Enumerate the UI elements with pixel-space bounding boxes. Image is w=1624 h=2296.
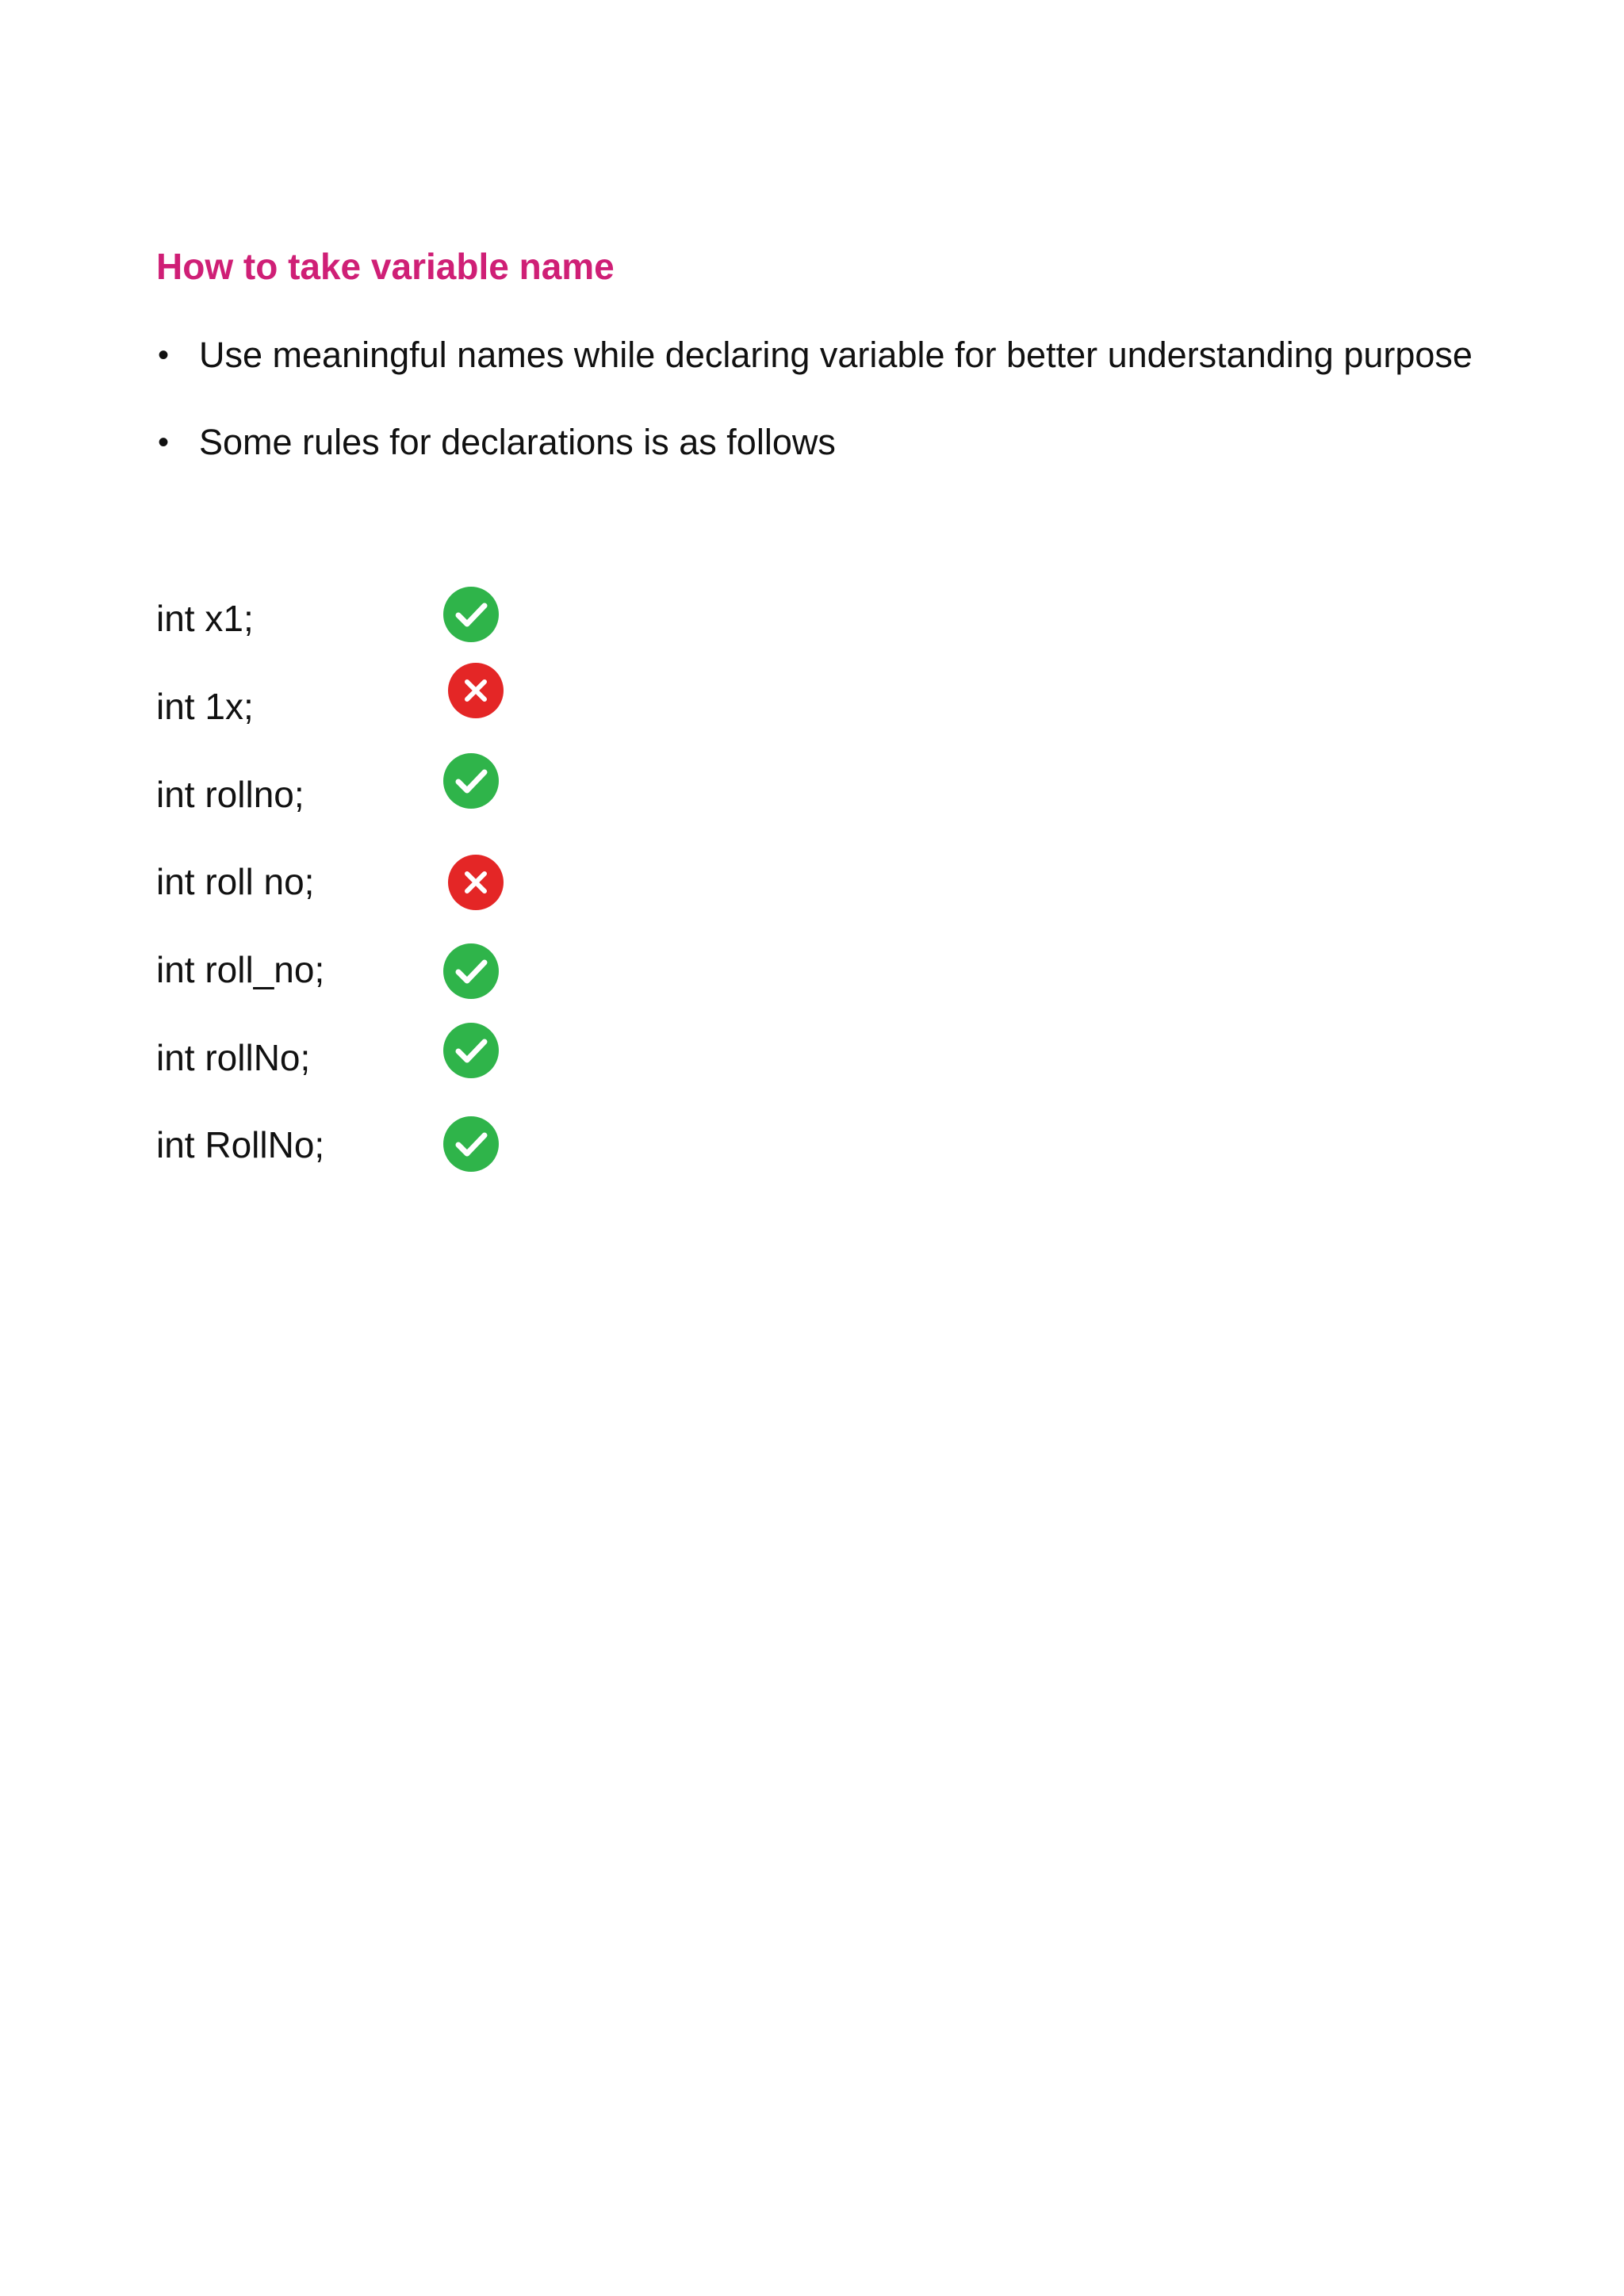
example-row xyxy=(156,855,553,918)
check-circle-icon xyxy=(443,753,499,809)
cross-circle-icon xyxy=(448,855,504,910)
example-row xyxy=(156,943,553,1007)
declaration-examples xyxy=(156,0,553,2296)
example-row xyxy=(156,1116,553,1180)
bullet-dot: • xyxy=(158,425,170,460)
check-circle-icon xyxy=(443,1116,499,1172)
declaration-code: int rollno; xyxy=(156,774,304,815)
declaration-code: int x1; xyxy=(156,598,254,639)
check-circle-icon xyxy=(443,943,499,999)
check-circle-icon xyxy=(443,1023,499,1078)
declaration-code: int rollNo; xyxy=(156,1037,311,1078)
bullet-dot: • xyxy=(158,338,170,373)
declaration-code: int roll_no; xyxy=(156,949,325,990)
section-heading: How to take variable name xyxy=(156,246,615,287)
declaration-code: int RollNo; xyxy=(156,1124,325,1165)
cross-circle-icon xyxy=(448,663,504,718)
example-row xyxy=(156,753,553,817)
check-circle-icon xyxy=(443,587,499,642)
example-row xyxy=(156,663,553,726)
example-row xyxy=(156,587,553,650)
bullet-text: Some rules for declarations is as follows xyxy=(199,422,836,462)
declaration-code: int roll no; xyxy=(156,861,315,902)
bullet-text: Use meaningful names while declaring variable for better understanding purpose xyxy=(199,335,1473,375)
declaration-code: int 1x; xyxy=(156,686,254,727)
example-row xyxy=(156,1023,553,1086)
